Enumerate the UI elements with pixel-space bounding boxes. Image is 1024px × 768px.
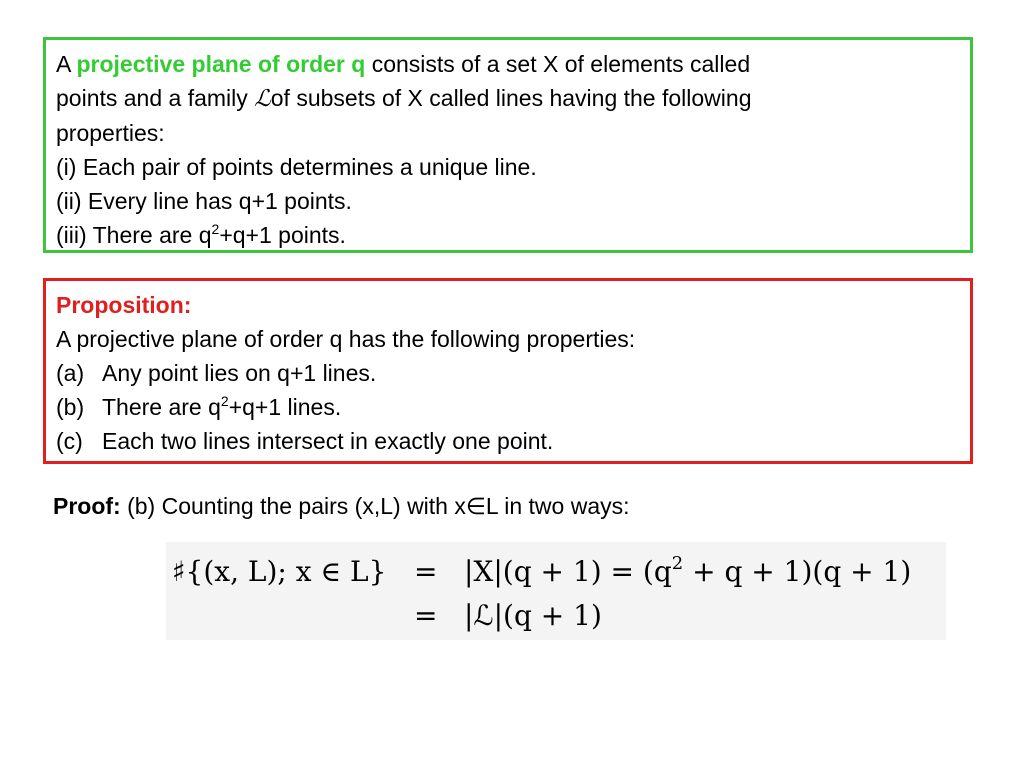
- proposition-intro: A projective plane of order q has the following properties:: [56, 326, 636, 352]
- property-ii: (ii) Every line has q+1 points.: [56, 188, 352, 214]
- proof-text: L in two ways:: [485, 493, 630, 519]
- item-text: There are q: [102, 394, 221, 420]
- formula-rhs-1: [464, 554, 911, 590]
- formula-rhs-2: |ℒ|(q + 1): [464, 599, 602, 632]
- definition-term: projective plane of order q: [76, 51, 366, 77]
- item-text: Each two lines intersect in exactly one point.: [102, 428, 554, 454]
- definition-line-2: [56, 81, 960, 116]
- property-i: (i) Each pair of points determines a unique line.: [56, 154, 537, 180]
- item-label: (b): [56, 394, 85, 420]
- property-iii-text: (iii) There are q: [56, 222, 212, 248]
- definition-box: [43, 37, 973, 253]
- definition-line-3: properties:: [56, 120, 165, 146]
- definition-text: of subsets of X called lines having the following: [270, 85, 752, 111]
- proposition-item-b: [56, 390, 960, 424]
- family-symbol: ℒ: [254, 86, 271, 112]
- proof-label: Proof:: [53, 493, 121, 519]
- formula-rhs-1-text: |X|(q + 1) = (q: [464, 555, 672, 588]
- formula-lhs: ♯{(x, L); x ∈ L}: [172, 555, 387, 588]
- formula-image: [166, 542, 946, 640]
- property-iii-text: +q+1 points.: [219, 222, 346, 248]
- proposition-heading: Proposition:: [56, 292, 192, 318]
- item-label: (c): [56, 428, 83, 454]
- item-label: (a): [56, 360, 85, 386]
- definition-line-1: [56, 47, 960, 81]
- element-symbol: ∈: [465, 493, 486, 519]
- proposition-item-a: [56, 356, 960, 390]
- item-text: Any point lies on q+1 lines.: [102, 360, 377, 386]
- definition-text: consists of a set X of elements called: [371, 51, 751, 77]
- definition-lead: A: [56, 51, 71, 77]
- formula-superscript: 2: [671, 553, 684, 574]
- proposition-box: [43, 278, 973, 464]
- superscript: 2: [220, 393, 229, 409]
- formula-equals-2: =: [414, 599, 438, 632]
- superscript: 2: [211, 221, 220, 237]
- formula-rhs-1-text: + q + 1)(q + 1): [683, 555, 912, 588]
- property-iii: [56, 218, 960, 252]
- proposition-item-c: [56, 424, 960, 458]
- formula-equals-1: =: [414, 555, 438, 588]
- proof-line: [53, 489, 630, 523]
- definition-text: points and a family: [56, 85, 248, 111]
- proof-text: (b) Counting the pairs (x,L) with x: [127, 493, 466, 519]
- item-text: +q+1 lines.: [228, 394, 342, 420]
